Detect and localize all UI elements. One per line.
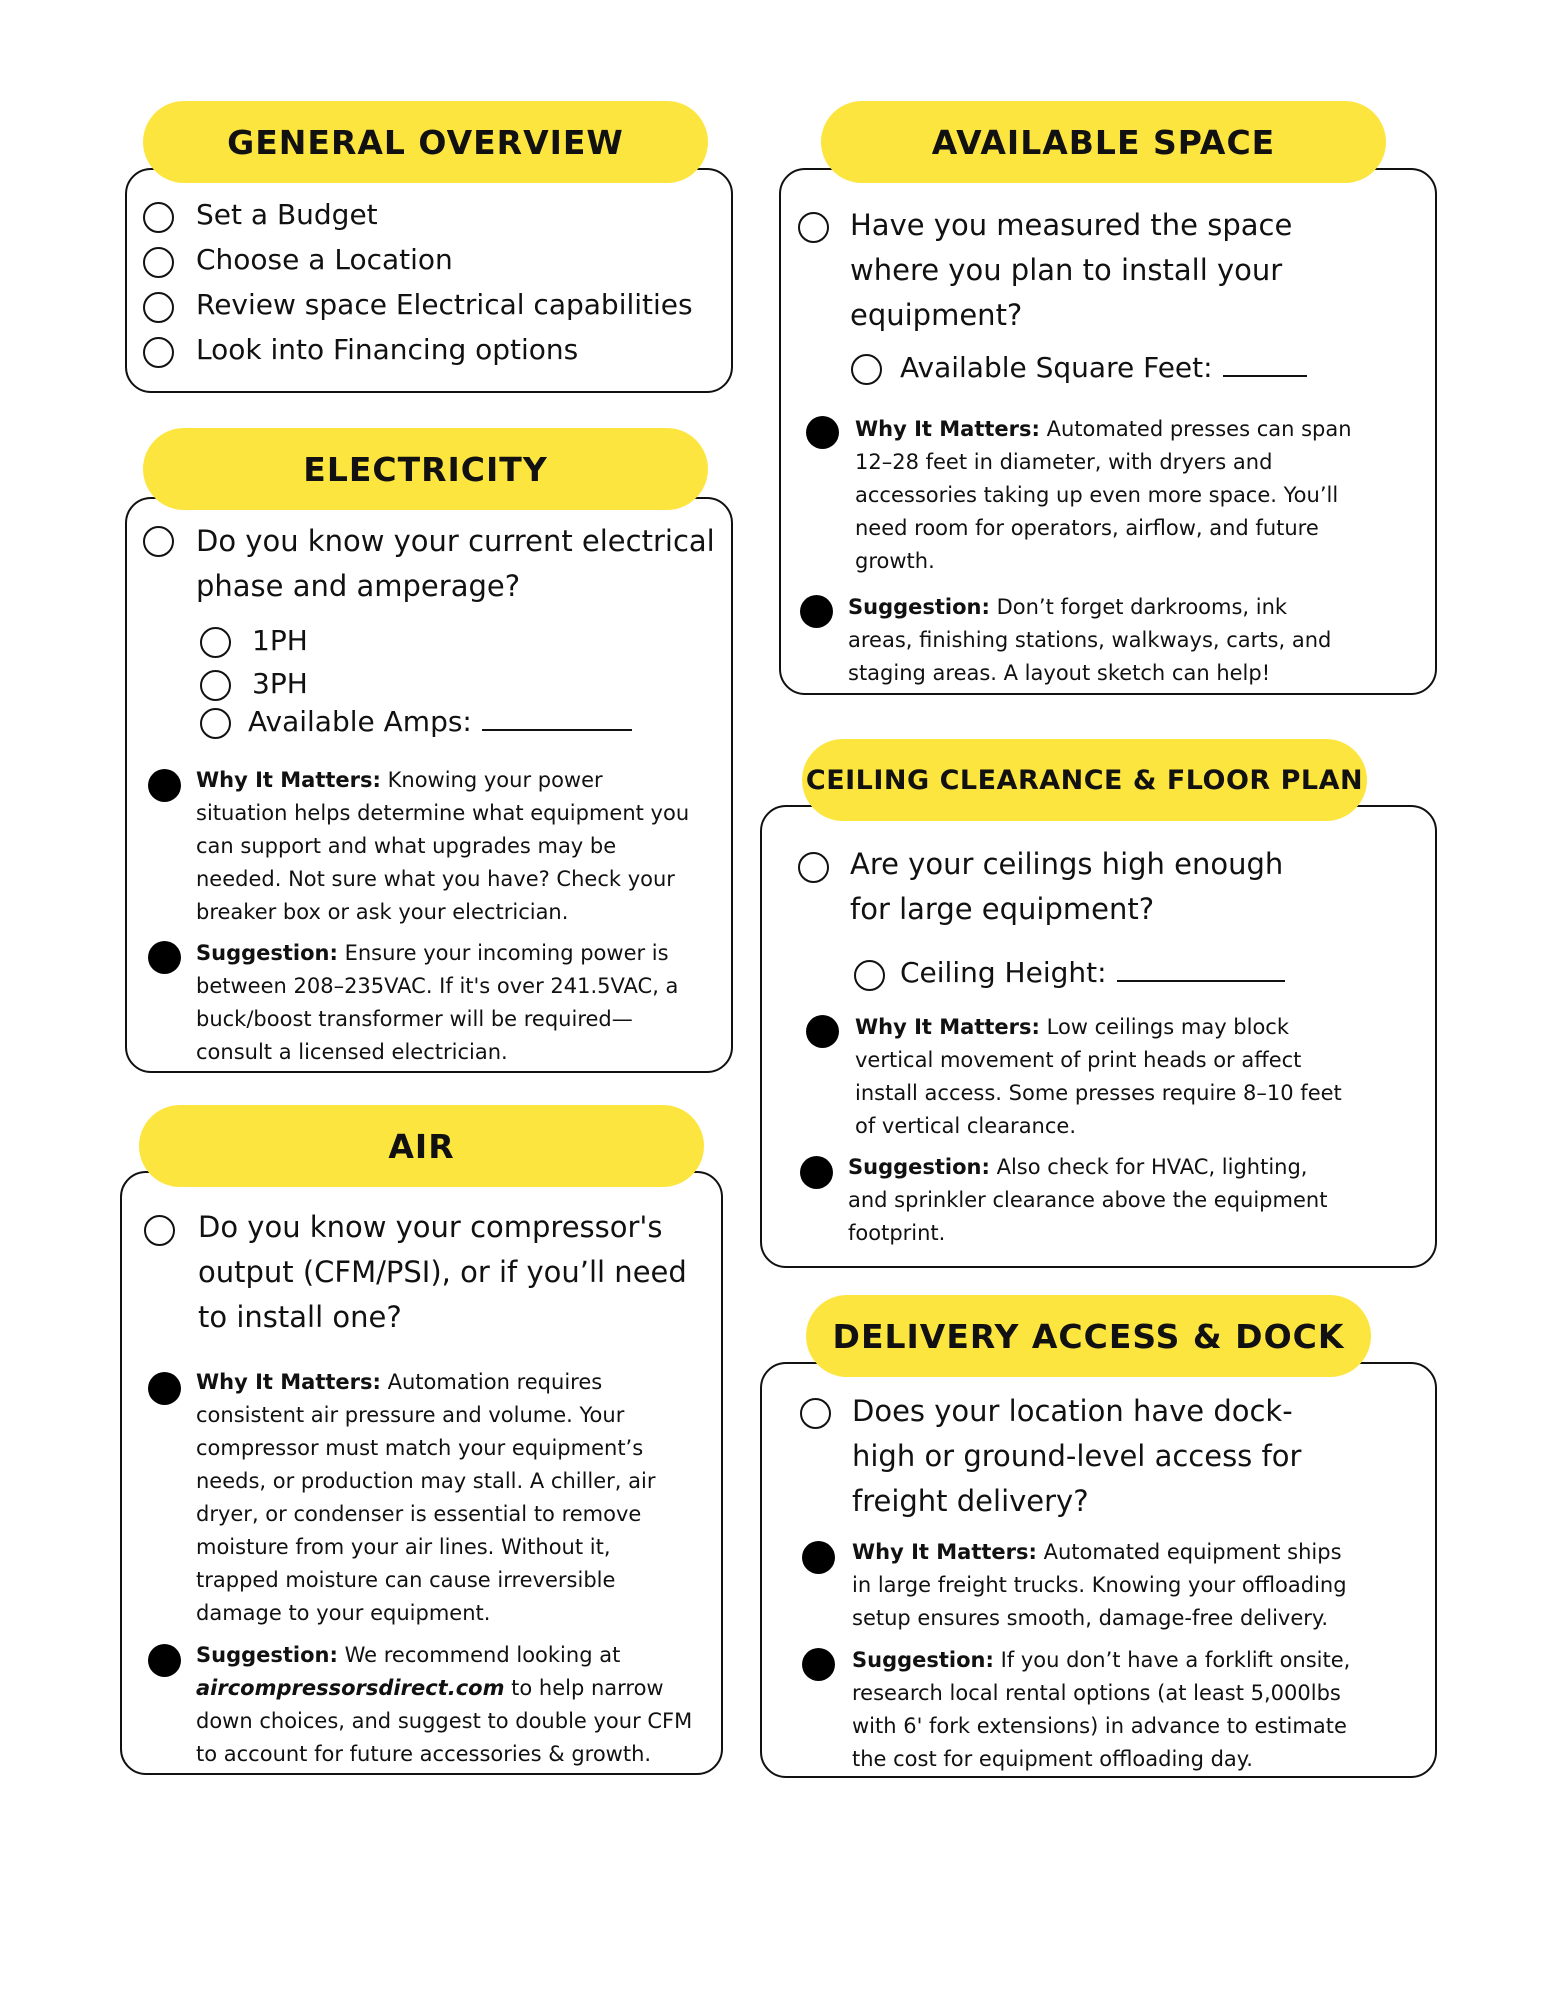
delivery-question-line1: Does your location have dock- xyxy=(852,1394,1293,1428)
air-question-line1: Do you know your compressor's xyxy=(198,1210,663,1244)
delivery-access-title: DELIVERY ACCESS & DOCK xyxy=(806,1295,1371,1377)
electricity-why xyxy=(196,764,696,929)
ceiling-height-field[interactable] xyxy=(900,951,1285,995)
ceiling-why xyxy=(855,1011,1360,1143)
suggestion-label: Suggestion: xyxy=(848,595,990,619)
checkbox-delivery[interactable] xyxy=(800,1398,831,1429)
bullet-icon xyxy=(148,1644,181,1677)
checkbox-square-feet[interactable] xyxy=(851,354,882,385)
electricity-suggestion xyxy=(196,937,686,1069)
square-feet-blank[interactable] xyxy=(1223,349,1307,377)
checkbox-budget[interactable] xyxy=(143,202,174,233)
why-label: Why It Matters: xyxy=(852,1540,1037,1564)
bullet-icon xyxy=(800,595,833,628)
bullet-icon xyxy=(148,1372,181,1405)
space-question-line1: Have you measured the space xyxy=(850,208,1293,242)
suggestion-text: Don’t forget darkrooms, ink areas, finishing stations, walkways, carts, and staging areas. A layout sketch can help! xyxy=(848,595,1332,685)
air-question-line2: output (CFM/PSI), or if you’ll need xyxy=(198,1255,687,1289)
electricity-title: ELECTRICITY xyxy=(143,428,708,510)
suggestion-label: Suggestion: xyxy=(196,941,338,965)
bullet-icon xyxy=(806,416,839,449)
radio-3ph[interactable] xyxy=(200,670,231,701)
why-label: Why It Matters: xyxy=(855,417,1040,441)
available-space-title: AVAILABLE SPACE xyxy=(821,101,1386,183)
option-3ph: 3PH xyxy=(252,667,308,700)
air-suggestion xyxy=(196,1639,696,1771)
bullet-icon xyxy=(802,1648,835,1681)
checkbox-amps[interactable] xyxy=(200,708,231,739)
suggestion-label: Suggestion: xyxy=(848,1155,990,1179)
space-why xyxy=(855,413,1360,578)
space-question-line2: where you plan to install your xyxy=(850,253,1283,287)
ceiling-suggestion xyxy=(848,1151,1353,1250)
why-text: Automated presses can span 12–28 feet in diameter, with dryers and accessories taking up even more space. You’ll need room for operators, airflow, and future growth. xyxy=(855,417,1352,573)
ceiling-height-label: Ceiling Height: xyxy=(900,956,1107,989)
suggestion-pre: We recommend looking at xyxy=(344,1643,621,1667)
suggestion-text: Ensure your incoming power is between 208–235VAC. If it's over 241.5VAC, a buck/boost transformer will be required—consult a licensed electrician. xyxy=(196,941,679,1064)
amps-field[interactable] xyxy=(248,700,632,744)
delivery-question-line3: freight delivery? xyxy=(852,1484,1089,1518)
item-location: Choose a Location xyxy=(196,243,453,276)
ceiling-clearance-title: CEILING CLEARANCE & FLOOR PLAN xyxy=(802,739,1367,821)
radio-1ph[interactable] xyxy=(200,627,231,658)
item-electrical: Review space Electrical capabilities xyxy=(196,288,693,321)
suggestion-text: If you don’t have a forklift onsite, research local rental options (at least 5,000lbs with 6' fork extensions) in advance to estimate the cost for equipment offloading day. xyxy=(852,1648,1351,1771)
electricity-question-line1: Do you know your current electrical xyxy=(196,524,715,558)
square-feet-field[interactable] xyxy=(900,346,1307,390)
amps-label: Available Amps: xyxy=(248,705,472,738)
suggestion-post: to help narrow down choices, and suggest to double your CFM to account for future accessories & growth. xyxy=(196,1676,693,1766)
space-question-line3: equipment? xyxy=(850,298,1023,332)
suggestion-label: Suggestion: xyxy=(196,1643,338,1667)
electricity-question-line2: phase and amperage? xyxy=(196,569,521,603)
bullet-icon xyxy=(148,769,181,802)
checkbox-ceiling[interactable] xyxy=(798,852,829,883)
ceiling-height-blank[interactable] xyxy=(1117,954,1285,982)
delivery-suggestion xyxy=(852,1644,1357,1776)
checkbox-electrical-phase[interactable] xyxy=(143,526,174,557)
why-text: Low ceilings may block vertical movement of print heads or affect install access. Some presses require 8–10 feet of vertical clearance. xyxy=(855,1015,1342,1138)
why-label: Why It Matters: xyxy=(196,768,381,792)
bullet-icon xyxy=(800,1156,833,1189)
delivery-why xyxy=(852,1536,1362,1635)
general-overview-title: GENERAL OVERVIEW xyxy=(143,101,708,183)
why-text: Automation requires consistent air pressure and volume. Your compressor must match your equipment’s needs, or production may stall. A chiller, air dryer, or condenser is essential to remove moisture from your air lines. Without it, trapped moisture can cause irreversible damage to your equipment. xyxy=(196,1370,656,1625)
suggestion-label: Suggestion: xyxy=(852,1648,994,1672)
air-question-line3: to install one? xyxy=(198,1300,402,1334)
bullet-icon xyxy=(806,1015,839,1048)
bullet-icon xyxy=(148,941,181,974)
checkbox-ceiling-height[interactable] xyxy=(854,960,885,991)
checkbox-location[interactable] xyxy=(143,247,174,278)
checkbox-electrical[interactable] xyxy=(143,292,174,323)
checkbox-compressor[interactable] xyxy=(144,1215,175,1246)
option-1ph: 1PH xyxy=(252,624,308,657)
ceiling-question-line1: Are your ceilings high enough xyxy=(850,847,1284,881)
checkbox-space-measured[interactable] xyxy=(798,212,829,243)
amps-blank[interactable] xyxy=(482,703,632,731)
bullet-icon xyxy=(802,1541,835,1574)
why-label: Why It Matters: xyxy=(855,1015,1040,1039)
compressor-link[interactable]: aircompressorsdirect.com xyxy=(196,1676,505,1700)
air-title: AIR xyxy=(139,1105,704,1187)
why-text: Automated equipment ships in large freight trucks. Knowing your offloading setup ensures smooth, damage-free delivery. xyxy=(852,1540,1347,1630)
space-suggestion xyxy=(848,591,1353,690)
checkbox-financing[interactable] xyxy=(143,337,174,368)
suggestion-text: Also check for HVAC, lighting, and sprinkler clearance above the equipment footprint. xyxy=(848,1155,1328,1245)
why-label: Why It Matters: xyxy=(196,1370,381,1394)
square-feet-label: Available Square Feet: xyxy=(900,351,1213,384)
delivery-question-line2: high or ground-level access for xyxy=(852,1439,1302,1473)
why-text: Knowing your power situation helps determine what equipment you can support and what upgrades may be needed. Not sure what you have? Check your breaker box or ask your electrician. xyxy=(196,768,690,924)
item-budget: Set a Budget xyxy=(196,198,378,231)
ceiling-question-line2: for large equipment? xyxy=(850,892,1155,926)
air-why xyxy=(196,1366,696,1630)
item-financing: Look into Financing options xyxy=(196,333,579,366)
